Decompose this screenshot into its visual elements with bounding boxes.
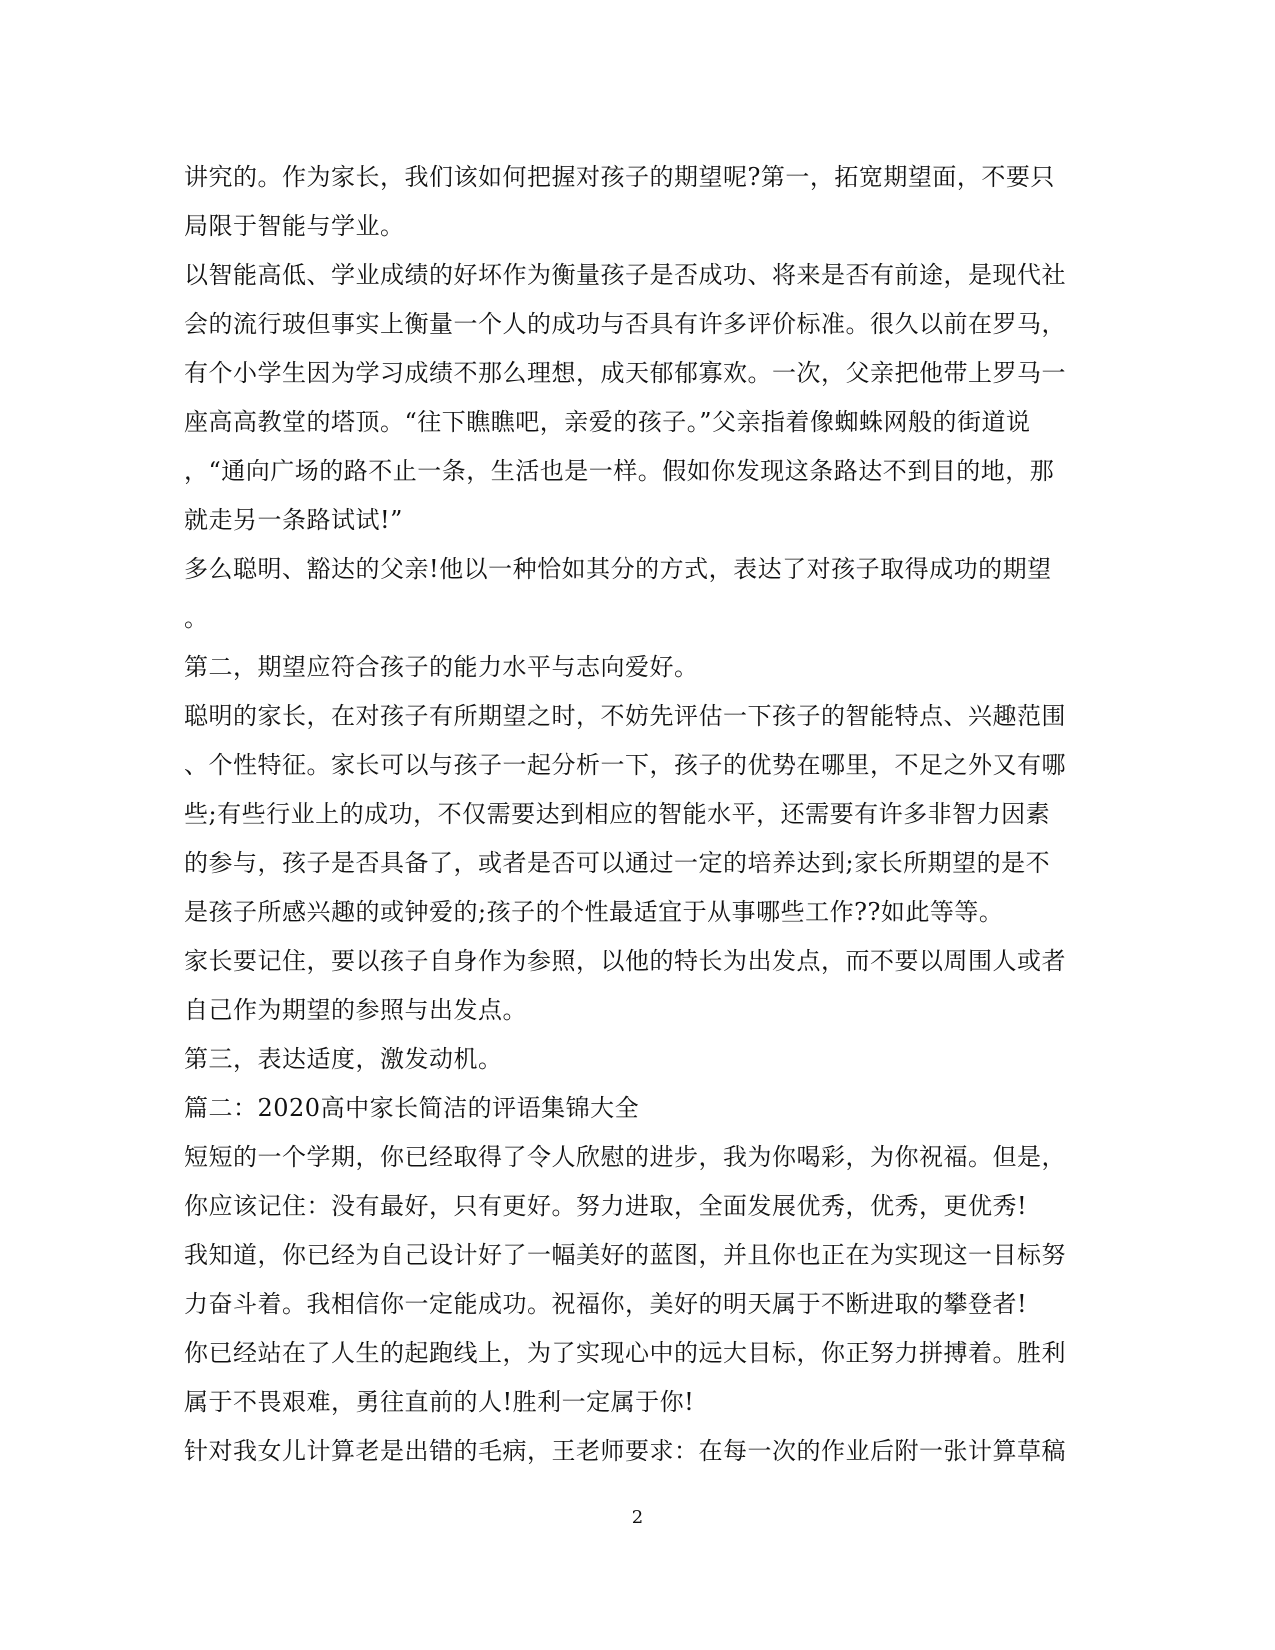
text-line: 局限于智能与学业。 [184, 212, 405, 240]
section-heading: 第二，期望应符合孩子的能力水平与志向爱好。 [184, 653, 699, 681]
text-line: 你应该记住：没有最好，只有更好。努力进取，全面发展优秀，优秀，更优秀! [184, 1192, 1028, 1220]
text-line: 会的流行玻但事实上衡量一个人的成功与否具有许多评价标准。很久以前在罗马， [184, 310, 1066, 338]
text-line: 是孩子所感兴趣的或钟爱的;孩子的个性最适宜于从事哪些工作??如此等等。 [184, 898, 1004, 926]
text-line: 自己作为期望的参照与出发点。 [184, 996, 527, 1024]
text-line: 多么聪明、豁达的父亲!他以一种恰如其分的方式，表达了对孩子取得成功的期望 [184, 555, 1052, 583]
text-line: 聪明的家长，在对孩子有所期望之时，不妨先评估一下孩子的智能特点、兴趣范围 [184, 702, 1066, 730]
section-heading: 第三，表达适度，激发动机。 [184, 1045, 503, 1073]
text-line: 的参与，孩子是否具备了，或者是否可以通过一定的培养达到;家长所期望的是不 [184, 849, 1051, 877]
text-line: 、个性特征。家长可以与孩子一起分析一下，孩子的优势在哪里，不足之外又有哪 [184, 751, 1066, 779]
document-body [184, 153, 1084, 1476]
text-line: 。 [184, 604, 209, 632]
text-line: 我知道，你已经为自己设计好了一幅美好的蓝图，并且你也正在为实现这一目标努 [184, 1241, 1066, 1269]
text-line: 短短的一个学期，你已经取得了令人欣慰的进步，我为你喝彩，为你祝福。但是， [184, 1143, 1066, 1171]
text-line: 针对我女儿计算老是出错的毛病，王老师要求：在每一次的作业后附一张计算草稿 [184, 1437, 1066, 1465]
text-line: 讲究的。作为家长，我们该如何把握对孩子的期望呢?第一，拓宽期望面，不要只 [184, 163, 1055, 191]
text-line: ，“通向广场的路不止一条，生活也是一样。假如你发现这条路达不到目的地，那 [184, 457, 1055, 485]
article-title: 篇二：2020高中家长简洁的评语集锦大全 [184, 1094, 640, 1122]
text-line: 座高高教堂的塔顶。“往下瞧瞧吧，亲爱的孩子。”父亲指着像蜘蛛网般的街道说 [184, 408, 1031, 436]
text-line: 属于不畏艰难，勇往直前的人!胜利一定属于你! [184, 1388, 695, 1416]
text-line: 你已经站在了人生的起跑线上，为了实现心中的远大目标，你正努力拼搏着。胜利 [184, 1339, 1066, 1367]
text-line: 家长要记住，要以孩子自身作为参照，以他的特长为出发点，而不要以周围人或者 [184, 947, 1066, 975]
text-line: 些;有些行业上的成功，不仅需要达到相应的智能水平，还需要有许多非智力因素 [184, 800, 1051, 828]
page-number: 2 [631, 1507, 644, 1528]
text-line: 就走另一条路试试!” [184, 506, 403, 534]
text-line: 力奋斗着。我相信你一定能成功。祝福你，美好的明天属于不断进取的攀登者! [184, 1290, 1028, 1318]
text-line: 有个小学生因为学习成绩不那么理想，成天郁郁寡欢。一次，父亲把他带上罗马一 [184, 359, 1066, 387]
text-line: 以智能高低、学业成绩的好坏作为衡量孩子是否成功、将来是否有前途，是现代社 [184, 261, 1066, 289]
